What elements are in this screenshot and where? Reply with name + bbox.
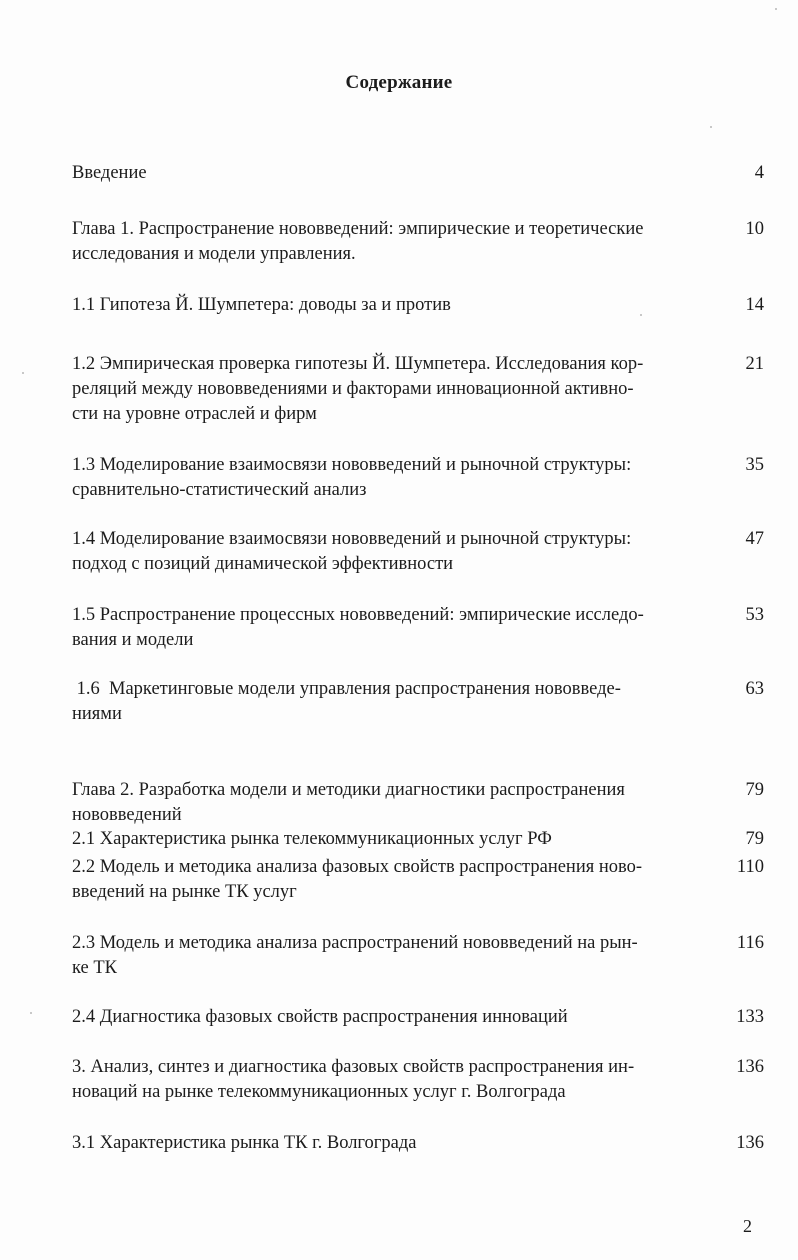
- page-number: 2: [743, 1216, 752, 1236]
- toc-entry-text: 1.6 Маркетинговые модели управления распространения нововведе- ниями: [72, 679, 621, 724]
- toc-entry-page: 79: [745, 829, 764, 849]
- toc-entry-page: 21: [745, 354, 764, 374]
- toc-entry-page: 110: [736, 857, 764, 877]
- toc-entry-page: 35: [745, 455, 764, 475]
- scan-speck: [30, 1012, 32, 1014]
- toc-entry-page: 79: [745, 780, 764, 800]
- toc-entry-text: 1.5 Распространение процессных нововведений: эмпирические исследо- вания и модели: [72, 605, 644, 650]
- toc-entry-page: 47: [745, 529, 764, 549]
- toc-entry-page: 10: [745, 219, 764, 239]
- toc-entry-text: 3.1 Характеристика рынка ТК г. Волгограда: [72, 1133, 417, 1153]
- toc-entry-page: 136: [736, 1057, 764, 1077]
- toc-entry-text: Глава 1. Распространение нововведений: эмпирические и теоретические исследования и модели управления.: [72, 219, 644, 264]
- toc-entry-page: 116: [736, 933, 764, 953]
- toc-entry-text: 2.4 Диагностика фазовых свойств распространения инноваций: [72, 1007, 568, 1027]
- toc-entry-text: 3. Анализ, синтез и диагностика фазовых свойств распространения ин- новаций на рынке телекоммуникационных услуг г. Волгограда: [72, 1057, 635, 1102]
- toc-entry-page: 4: [754, 163, 764, 183]
- toc-entry-text: 2.3 Модель и методика анализа распространений нововведений на рын- ке ТК: [72, 933, 638, 978]
- page-title: Содержание: [345, 72, 453, 93]
- toc-entry-text: 1.2 Эмпирическая проверка гипотезы Й. Шумпетера. Исследования кор- реляций между нововведениями и факторами инновационной активно- сти на уровне отраслей и фирм: [72, 354, 644, 424]
- scan-speck: [22, 372, 24, 374]
- toc-entry-text: 2.1 Характеристика рынка телекоммуникационных услуг РФ: [72, 829, 552, 849]
- toc-entry-text: 1.3 Моделирование взаимосвязи нововведений и рыночной структуры: сравнительно-статистический анализ: [72, 455, 632, 500]
- toc-entry-page: 136: [736, 1133, 764, 1153]
- toc-entry-text: Глава 2. Разработка модели и методики диагностики распространения нововведений: [72, 780, 625, 825]
- toc-entry-text: 1.1 Гипотеза Й. Шумпетера: доводы за и против: [72, 295, 451, 315]
- scan-speck: [775, 8, 777, 10]
- toc-entry-page: 63: [745, 679, 764, 699]
- toc-entry-page: 133: [736, 1007, 764, 1027]
- toc-entry-text: Введение: [72, 163, 147, 183]
- toc-entry-text: 2.2 Модель и методика анализа фазовых свойств распространения ново- введений на рынке ТК услуг: [72, 857, 643, 902]
- scan-speck: [640, 314, 642, 316]
- toc-entry-page: 14: [745, 295, 764, 315]
- toc-entry-page: 53: [745, 605, 764, 625]
- scan-speck: [710, 126, 712, 128]
- toc-entry-text: 1.4 Моделирование взаимосвязи нововведений и рыночной структуры: подход с позиций динамической эффективности: [72, 529, 632, 574]
